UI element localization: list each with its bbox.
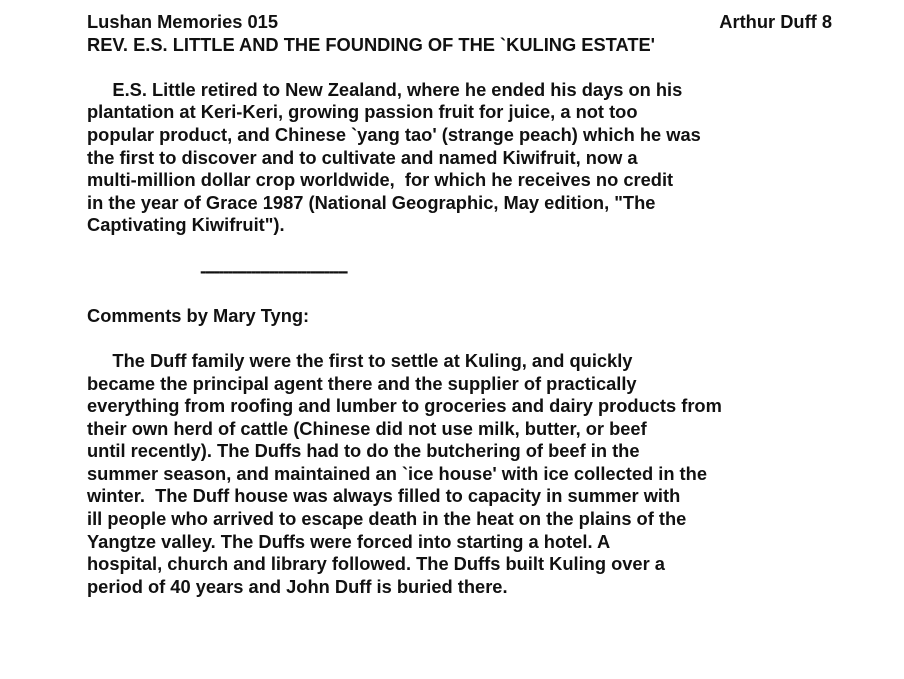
paragraph-line: hospital, church and library followed. The Duffs built Kuling over a (87, 553, 665, 575)
paragraph-line: their own herd of cattle (Chinese did not use milk, butter, or beef (87, 417, 647, 439)
spacer (87, 282, 847, 305)
paragraph-line: became the principal agent there and the supplier of practically (87, 372, 637, 394)
header-left: Lushan Memories 015 (87, 11, 279, 32)
spacer (87, 237, 847, 260)
header-right: Arthur Duff 8 (719, 11, 832, 32)
paragraph-line: in the year of Grace 1987 (National Geographic, May edition, "The (87, 191, 656, 213)
paragraph-line: period of 40 years and John Duff is buried there. (87, 575, 508, 597)
document-title: REV. E.S. LITTLE AND THE FOUNDING OF THE `KULING ESTATE' (87, 33, 656, 55)
document-page (87, 11, 847, 598)
paragraph-1 (87, 79, 847, 237)
paragraph-line: until recently). The Duffs had to do the butchering of beef in the (87, 440, 640, 462)
paragraph-line: multi-million dollar crop worldwide, for which he receives no credit (87, 169, 674, 191)
paragraph-line: everything from roofing and lumber to groceries and dairy products from (87, 395, 722, 417)
spacer (87, 56, 847, 79)
paragraph-2 (87, 350, 847, 599)
comments-heading: Comments by Mary Tyng: (87, 304, 310, 326)
paragraph-line: E.S. Little retired to New Zealand, where he ended his days on his (87, 78, 683, 100)
paragraph-line: winter. The Duff house was always filled to capacity in summer with (87, 485, 681, 507)
separator-rule: -------------------------------- (200, 259, 347, 281)
paragraph-line: popular product, and Chinese `yang tao' (strange peach) which he was (87, 123, 701, 145)
paragraph-line: Yangtze valley. The Duffs were forced into starting a hotel. A (87, 530, 611, 552)
page-header (87, 11, 832, 34)
paragraph-line: the first to discover and to cultivate and named Kiwifruit, now a (87, 146, 638, 168)
paragraph-line: ill people who arrived to escape death in the heat on the plains of the (87, 508, 687, 530)
paragraph-line: Captivating Kiwifruit"). (87, 214, 285, 236)
paragraph-line: plantation at Keri-Keri, growing passion fruit for juice, a not too (87, 101, 638, 123)
paragraph-line: summer season, and maintained an `ice house' with ice collected in the (87, 462, 707, 484)
paragraph-line: The Duff family were the first to settle at Kuling, and quickly (87, 349, 633, 371)
spacer (87, 327, 847, 350)
